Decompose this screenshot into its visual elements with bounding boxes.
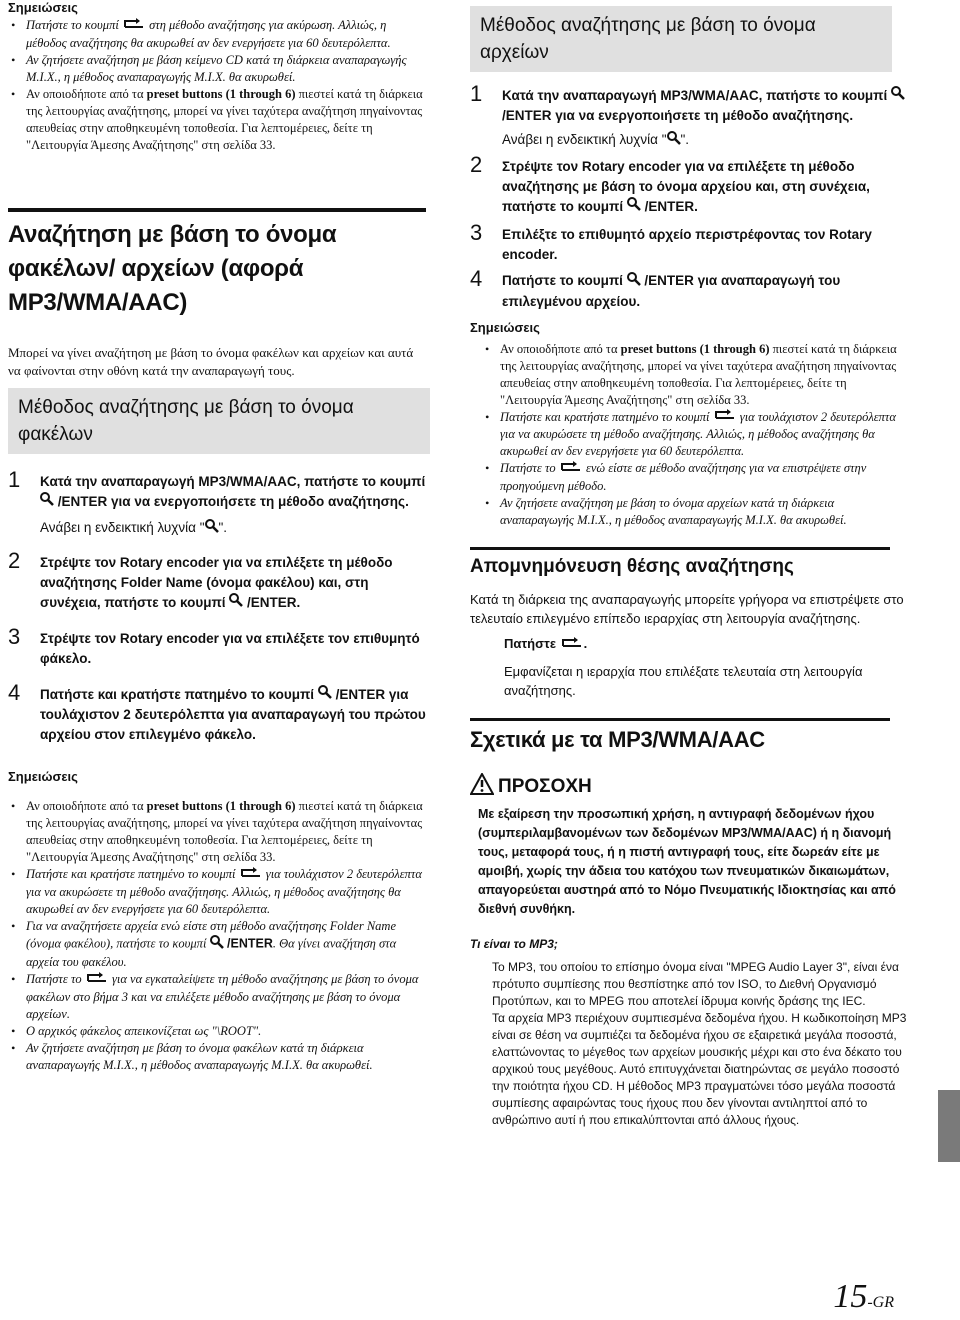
search-icon [627,272,641,292]
back-icon [559,461,583,478]
search-icon [205,519,219,539]
step-3: 3 Στρέψτε τον Rotary encoder για να επιλέξετε τον επιθυμητό φάκελο. [8,623,420,666]
steps [470,81,910,312]
search-icon [667,131,681,151]
step-1: 1 Κατά την αναπαραγωγή MP3/WMA/AAC, πατήστε το κουμπί /ENTER για να ενεργοποιήσετε τη μέθοδο αναζήτησης. Ανάβει η ενδεικτική λυχνία " ". [470,86,910,151]
notes-heading: Σημειώσεις [8,769,78,785]
back-icon [239,867,263,884]
section-rule [8,208,426,212]
steps [8,466,428,746]
back-icon [122,18,146,35]
notes-list [482,341,910,529]
memory-result: Εμφανίζεται η ιεραρχία που επιλέξατε τελευταία στη λειτουργία αναζήτησης. [504,664,863,699]
what-heading: Τι είναι το MP3; [470,937,558,952]
method-title: Μέθοδος αναζήτησης με βάση το όνομα αρχείων [480,15,816,63]
note-item: • Πατήστε και κρατήστε πατημένο το κουμπί για τουλάχιστον 2 δευτερόλεπτα για να ακυρώσετε τη μέθοδο αναζήτησης. Αλλιώς, η μέθοδος αναζήτησης θα ακυρωθεί αν δεν ενεργήσετε για 60 δευτερόλεπτα. [8,866,428,918]
note-item: • Πατήστε και κρατήστε πατημένο το κουμπί για τουλάχιστον 2 δευτερόλεπτα για να ακυρώσετε τη μέθοδο αναζήτησης. Αλλιώς, η μέθοδος αναζήτησης θα ακυρωθεί αν δεν ενεργήσετε για 60 δευτερόλεπτα. [482,409,910,461]
note-item: • Πατήστε το κουμπί στη μέθοδο αναζήτησης για ακύρωση. Αλλιώς, η μέθοδος αναζήτησης θα ακυρωθεί αν δεν ενεργήσετε για 60 δευτερόλεπτα. [8,17,428,52]
memory-title: Απομνημόνευση θέσης αναζήτησης [470,556,794,577]
warning-icon [470,773,494,801]
step-1: 1 Κατά την αναπαραγωγή MP3/WMA/AAC, πατήστε το κουμπί /ENTER για να ενεργοποιήσετε τη μέθοδο αναζήτησης. Ανάβει η ενδεικτική λυχνία " ". [8,472,428,539]
notes-heading: Σημειώσεις [8,0,78,15]
memory-text: Κατά τη διάρκεια της αναπαραγωγής μπορείτε γρήγορα να επιστρέψετε στο τελευταίο επιλεγμένο επίπεδο ιεραρχίας στη λειτουργία αναζήτησης. [470,592,904,626]
method-title-box [470,6,892,72]
note-item: • Πατήστε το για να εγκαταλείψετε τη μέθοδο αναζήτησης με βάση το όνομα φακέλων στο βήμα 3 και να επιλέξετε μέθοδο αναζήτησης με βάση το όνομα αρχείων. [8,971,428,1023]
search-icon [40,492,54,512]
notes-list [8,798,428,1073]
section-rule [470,718,890,721]
about-title: Σχετικά με τα MP3/WMA/AAC [470,727,765,753]
step-4: 4 Πατήστε και κρατήστε πατημένο το κουμπί /ENTER για τουλάχιστον 2 δευτερόλεπτα για αναπαραγωγή του πρώτου αρχείου στον επιλεγμένο φάκελο. [8,679,426,743]
right-column [470,0,910,1129]
back-icon [560,635,584,654]
note-item: • Αν ζητήσετε αναζήτηση με βάση κείμενο CD κατά τη διάρκεια αναπαραγωγής M.I.X., η μέθοδος αναπαραγωγής M.I.X. θα ακυρωθεί. [8,52,428,86]
left-column [8,0,428,1074]
search-icon [891,86,905,106]
memory-press: Πατήστε . [504,634,910,654]
section-title: Αναζήτηση με βάση το όνομα φακέλων/ αρχείων (αφορά MP3/WMA/AAC) [8,220,337,316]
note-item: • Αν οποιοδήποτε από τα preset buttons (1 through 6) πιεστεί κατά τη διάρκεια της λειτουργίας αναζήτησης, μπορεί να γίνει ταχύτερα αναζήτηση πηγαίνοντας απευθείας στην αποθηκευμένη τοποθεσία. Για λεπτομέρειες, δείτε τη "Λειτουργία Άμεσης Αναζήτησης" στη σελίδα 33. [8,798,428,866]
step-4: 4 Πατήστε το κουμπί /ENTER για αναπαραγωγή του επιλεγμένου αρχείου. [470,266,841,309]
back-icon [713,409,737,426]
note-item: • Για να αναζητήσετε αρχεία ενώ είστε στη μέθοδο αναζήτησης Folder Name (όνομα φακέλου), πατήστε το κουμπί /ENTER. Θα γίνει αναζήτηση στα αρχεία του φακέλου. [8,918,428,971]
note-item: • Ο αρχικός φάκελος απεικονίζεται ως "\ROOT". [8,1023,428,1040]
what-p1: Το MP3, του οποίου το επίσημο όνομα είναι "MPEG Audio Layer 3", είναι ένα πρότυπο συμπίεσης που θεσπίστηκε από τον ISO, το Διεθνή Οργανισμό Προτύπων, και το MPEG που αποτελεί ίδρυμα κοινής δράσης της IEC. [492,960,899,1009]
search-icon [627,197,641,217]
section-intro: Μπορεί να γίνει αναζήτηση με βάση το όνομα φακέλων και αρχείων και αυτά να φαίνονται στην οθόνη κατά την αναπαραγωγή τους. [8,344,414,378]
step-2: 2 Στρέψτε τον Rotary encoder για να επιλέξετε τη μέθοδο αναζήτησης Folder Name (όνομα φακέλου) και, στη συνέχεια, πατήστε το κουμπί /ENTER. [8,553,428,613]
caution-text: Με εξαίρεση την προσωπική χρήση, η αντιγραφή δεδομένων ήχου (συμπεριλαμβανομένων των δεδομένων MP3/WMA/AAC) ή η διανομή τους, μεταφορά τους, ή η πιστή αντιγραφή τους, είτε δωρεάν είτε με αμοιβή, χωρίς την άδεια του κατόχου των πνευματικών δικαιωμάτων, απαγορεύεται αυστηρά από το Νόμο Πνευματικής Ιδιοκτησίας και από διεθνή συνθήκη. [478,807,896,917]
note-item: • Αν οποιοδήποτε από τα preset buttons (1 through 6) πιεστεί κατά τη διάρκεια της λειτουργίας αναζήτησης, μπορεί να γίνει ταχύτερα αναζήτηση πηγαίνοντας απευθείας στην αποθηκευμένη τοποθεσία. Για λεπτομέρειες, δείτε τη "Λειτουργία Άμεσης Αναζήτησης" στη σελίδα 33. [482,341,910,409]
section-rule [470,547,890,550]
step-2: 2 Στρέψτε τον Rotary encoder για να επιλέξετε τη μέθοδο αναζήτησης με βάση το όνομα αρχείου και, στη συνέχεια, πατήστε το κουμπί /ENTER. [470,157,910,217]
page-number: 15-GR [833,1278,894,1315]
step-3: 3 Επιλέξτε το επιθυμητό αρχείο περιστρέφοντας τον Rotary encoder. [470,220,872,263]
method-title-box [8,388,430,454]
what-p2: Τα αρχεία MP3 περιέχουν συμπιεσμένα δεδομένα ήχου. Η κωδικοποίηση MP3 είναι σε θέση να συμπιέζει τα δεδομένα ήχου σε εξαιρετικά μεγάλα ποσοστά, ελαττώνοντας το μέγεθος των αρχείων μουσικής μέχρι και στο ένα δέκατο του αρχικού τους μεγέθους. Αυτό επιτυγχάνεται διατηρώντας σε μεγάλο ποσοστό την ποιότητα ήχου CD. Η μέθοδος MP3 πραγματώνει τόσο μεγάλα ποσοστά συμπίεσης αφαιρώντας τους ήχους που δεν γίνονται αντιληπτοί από το ανθρώπινο αυτί ή που επικαλύπτονται από άλλους ήχους. [492,1011,907,1128]
search-icon [229,593,243,613]
caution-heading: ΠΡΟΣΟΧΗ [470,773,910,801]
side-tab [938,1090,960,1162]
note-item: • Αν ζητήσετε αναζήτηση με βάση το όνομα φακέλων κατά τη διάρκεια αναπαραγωγής M.I.X., η μέθοδος αναπαραγωγής M.I.X. θα ακυρωθεί. [8,1040,428,1074]
notes-list [8,17,428,154]
search-icon [318,685,332,705]
search-icon [210,935,224,954]
back-icon [85,972,109,989]
notes-heading: Σημειώσεις [470,319,540,335]
note-item: • Αν ζητήσετε αναζήτηση με βάση το όνομα αρχείων κατά τη διάρκεια αναπαραγωγής M.I.X., η μέθοδος αναπαραγωγής M.I.X. θα ακυρωθεί. [482,495,910,529]
note-item: • Πατήστε το ενώ είστε σε μέθοδο αναζήτησης για να επιστρέψετε στην προηγούμενη μέθοδο. [482,460,910,495]
note-item: • Αν οποιοδήποτε από τα preset buttons (1 through 6) πιεστεί κατά τη διάρκεια της λειτουργίας αναζήτησης, μπορεί να γίνει ταχύτερα αναζήτηση πηγαίνοντας απευθείας στην αποθηκευμένη τοποθεσία. Για λεπτομέρειες, δείτε τη "Λειτουργία Άμεσης Αναζήτησης" στη σελίδα 33. [8,86,428,154]
method-title: Μέθοδος αναζήτησης με βάση το όνομα φακέλων [18,396,354,445]
